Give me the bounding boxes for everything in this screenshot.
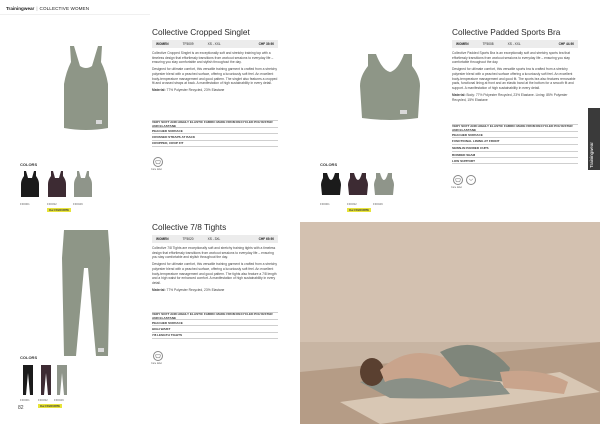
- lifestyle-photo: [300, 222, 600, 424]
- favourite-tag: Our FAVOURITE: [40, 404, 60, 408]
- header-rule: [0, 14, 150, 15]
- feature-item: VERY SOFT AND HIGHLY ELASTIC FABRIC MADE FROM RECYCLED POLYESTER AND ELASTANE: [152, 312, 278, 319]
- care-label: Care label: [151, 362, 162, 365]
- feature-list: [152, 312, 278, 339]
- side-tab: [588, 108, 600, 170]
- product-sizes: XS - XXL: [507, 42, 521, 46]
- material-value: 77% Polyester Recycled, 23% Elastane: [166, 88, 225, 93]
- care-label: Care label: [451, 186, 462, 189]
- product-desc-intro: Collective Padded Sports Bra is an exceptionally soft and stretchy sports bra that effortlessly transitions from workout sessions to everyday life – ensuring you stay comfortable throughout the day.: [452, 51, 571, 65]
- feature-list: [152, 120, 278, 147]
- material-label: Material:: [152, 287, 166, 292]
- colors-label: COLORS: [320, 162, 338, 167]
- tights-image: [58, 228, 114, 360]
- product-meta-bar: [152, 40, 278, 48]
- feature-item: SEWN-IN PADDED CUPS: [452, 144, 578, 151]
- feature-item: PEACHED SURFACE: [152, 319, 278, 326]
- feature-item: LOW SUPPORT: [452, 157, 578, 164]
- product-desc-intro: Collective 7/8 Tights are exceptionally soft and stretchy training tights with a timeless design that effortlessly transitions from workout sessions to everyday life – ensuring you stay comfortable and stylish throughout the day.: [152, 246, 276, 260]
- product-gender: WOMEN: [456, 42, 469, 46]
- product-price: CHF 39.90: [258, 42, 274, 46]
- product-sizes: XS - 3XL: [207, 237, 221, 241]
- product-description: [152, 246, 278, 295]
- product-price: CHF 69.90: [258, 237, 274, 241]
- feature-item: VERY SOFT AND HIGHLY ELASTIC FABRIC MADE FROM RECYCLED POLYESTER AND ELASTANE: [152, 120, 278, 127]
- color-swatch-green[interactable]: [73, 170, 93, 198]
- swatch-code: FF0032: [347, 202, 357, 206]
- swatch-code: FF0049: [73, 202, 83, 206]
- header-separator: |: [36, 5, 38, 11]
- swatch-code: FF0049: [54, 398, 64, 402]
- wash-care-icon: [153, 157, 163, 167]
- feature-item: CROSSED STRAPS AT BACK: [152, 133, 278, 140]
- swatch-code: FF0001: [320, 202, 330, 206]
- color-swatch-aubergine[interactable]: [40, 364, 52, 396]
- product-title: Collective Padded Sports Bra: [452, 27, 561, 37]
- feature-item: BONDED SEAM: [452, 151, 578, 158]
- material-label: Material:: [152, 88, 166, 93]
- material-value: Body: 77% Polyester Recycled, 23% Elastane. Lining: 85% Polyester Recycled, 15% Elastane: [452, 92, 568, 102]
- care-label: Care label: [151, 168, 162, 171]
- product-code: TF5009: [182, 42, 194, 46]
- product-code: TF5008: [482, 42, 494, 46]
- product-desc-detail: Designed for ultimate comfort, this versatile training garment is crafted from a stretchy polyester blend with a peached surface, offering a luxuriously soft feel. An excellent body-temperature management and good pattern. The singlet also features a cropped fit and crossed straps at back. A manifestation of high sustainability in every detail.: [152, 67, 278, 86]
- product-material: [152, 88, 278, 93]
- feature-item: HIGH WAIST: [152, 325, 278, 332]
- singlet-image: [56, 44, 116, 134]
- padded-support-icon: [466, 175, 476, 185]
- side-tab-label: Trainingwear: [589, 142, 594, 168]
- product-sizes: XS - XXL: [207, 42, 221, 46]
- swatch-code: FF0032: [47, 202, 57, 206]
- swatch-code: FF0001: [20, 202, 30, 206]
- product-description: [452, 51, 578, 105]
- product-material: [452, 93, 578, 102]
- product-meta-bar: [452, 40, 578, 48]
- feature-list: [452, 124, 578, 164]
- product-meta-bar: [152, 235, 278, 243]
- header-brand: Trainingwear: [6, 5, 35, 11]
- color-swatch-green[interactable]: [373, 172, 395, 196]
- feature-item: PEACHED SURFACE: [152, 127, 278, 134]
- color-swatch-black[interactable]: [320, 172, 342, 196]
- feature-item: 7/8 LENGTH TIGHTS: [152, 332, 278, 339]
- colors-label: COLORS: [20, 355, 38, 360]
- favourite-tag: Our FAVOURITE: [349, 208, 369, 212]
- wash-care-icon: [153, 351, 163, 361]
- swatch-code: FF0001: [20, 398, 30, 402]
- material-value: 77% Polyester Recycled, 23% Elastane: [166, 287, 225, 292]
- product-title: Collective 7/8 Tights: [152, 222, 227, 232]
- swatch-code: FF0032: [38, 398, 48, 402]
- feature-item: CROPPED, CROP FIT: [152, 140, 278, 147]
- header-section: COLLECTIVE WOMEN: [39, 5, 90, 11]
- product-desc-detail: Designed for ultimate comfort, this versatile training garment is crafted from a stretchy polyester blend with a peached surface, offering a luxuriously soft feel. An excellent body-temperature management and good pattern. The tights also feature a 7/8 length and a high waist for enhanced comfort. A manifestation of high sustainability in every detail.: [152, 262, 277, 285]
- product-title: Collective Cropped Singlet: [152, 27, 250, 37]
- product-description: [152, 51, 278, 96]
- page-header: [6, 3, 89, 13]
- color-swatch-aubergine[interactable]: [347, 172, 369, 196]
- product-price: CHF 44.90: [558, 42, 574, 46]
- color-swatch-aubergine[interactable]: [47, 170, 67, 198]
- product-desc-intro: Collective Cropped Singlet is an exceptionally soft and stretchy training top with a timeless design that effortlessly transitions from workout sessions to everyday life – ensuring you stay comfortable and stylish throughout the day.: [152, 51, 274, 65]
- color-swatch-black[interactable]: [22, 364, 34, 396]
- color-swatch-black[interactable]: [20, 170, 40, 198]
- material-label: Material:: [452, 92, 466, 97]
- product-gender: WOMEN: [156, 237, 169, 241]
- page-number: 82: [18, 405, 24, 411]
- sports-bra-image: [356, 52, 424, 122]
- feature-item: FUNCTIONAL LINING AT FRONT: [452, 137, 578, 144]
- product-gender: WOMEN: [156, 42, 169, 46]
- feature-item: VERY SOFT AND HIGHLY ELASTIC FABRIC MADE FROM RECYCLED POLYESTER AND ELASTANE: [452, 124, 578, 131]
- product-code: TF5020: [182, 237, 194, 241]
- favourite-tag: Our FAVOURITE: [49, 208, 69, 212]
- colors-label: COLORS: [20, 162, 38, 167]
- product-desc-detail: Designed for ultimate comfort, this versatile sports bra is crafted from a stretchy polyester blend with a peached surface offering a luxuriously soft feel. An excellent body-temperature management and good fit. The sports bra also features removable pads, functional lining at front and an elastic band at the bottom for a smooth fit and support. A manifestation of high sustainability in every detail.: [452, 67, 576, 90]
- color-swatch-green[interactable]: [56, 364, 68, 396]
- feature-item: PEACHED SURFACE: [452, 131, 578, 138]
- product-material: [152, 288, 278, 293]
- swatch-code: FF0049: [373, 202, 383, 206]
- wash-care-icon: [453, 175, 463, 185]
